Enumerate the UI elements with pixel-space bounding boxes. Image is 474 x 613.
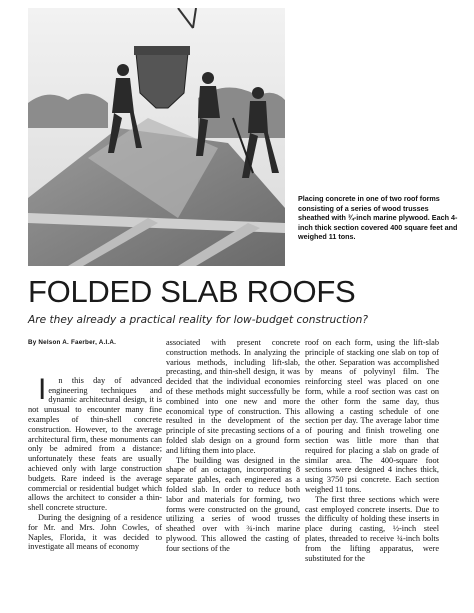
paragraph: associated with present concrete construction methods. In analyzing the various methods, including lift-slab, precasting, and thin-shell design, it was decided that the individual economies of these methods might successfully be combined into one new and more economical type of construction. This resulted in the development of the principle of site precasting sections of a folded slab design on a ground form and lifting them into place. bbox=[166, 338, 300, 455]
drop-cap: I bbox=[38, 372, 47, 406]
paragraph: The building was designed in the shape of an octagon, incorporating 8 separate gables, each engineered as a folded slab. In order to reduce both labor and materials for forming, two forms were constructed on the ground, utilizing a series of wood trusses sheathed over with ¾-inch marine plywood. This allowed the casting of four sections of the bbox=[166, 455, 300, 553]
concrete-pour-photo bbox=[28, 8, 285, 266]
text-column-1 bbox=[28, 338, 162, 552]
paragraph: roof on each form, using the lift-slab principle of stacking one slab on top of the other. Separation was accomplished by means of polyvinyl film. The reinforcing steel was placed on one form, while a roof section was cast on the other form the same day, thus allowing a casting schedule of one section per day. The average labor time of pouring and finish troweling one section was little more than that required for placing a slab on grade of similar area. The 400-square foot sections were designed 4 inches thick, using 3750 psi concrete. Each section weighed 11 tons. bbox=[305, 338, 439, 494]
paragraph: During the designing of a residence for Mr. and Mrs. John Cowles, of Naples, Florida, it was decided to investigate all means of economy bbox=[28, 512, 162, 552]
photo-caption: Placing concrete in one of two roof forms consisting of a series of wood trusses sheathed with ¾-inch marine plywood. Each 4-inch thick section covered 400 square feet and weighed 11 tons. bbox=[298, 194, 458, 242]
byline: By Nelson A. Faerber, A.I.A. bbox=[28, 339, 117, 346]
paragraph bbox=[28, 372, 162, 513]
paragraph: The first three sections which were cast employed concrete inserts. Due to the difficulty of holding these inserts in place during casting, ½-inch steel plates, threaded to receive ¾-inch bolts from the lifting apparatus, were substituted for the bbox=[305, 494, 439, 563]
paragraph-text: n this day of advanced engineering techniques and dynamic architectural design, it is not unusual to encounter many fine examples of thin-shell concrete construction. However, to the average architectural firm, these monuments can only be admired from a distance; unfortunately these feats are usually achieved only with large construction budgets. Rare indeed is the average commercial or residential budget which allows the architect to consider a thin-shell concrete structure. bbox=[28, 375, 162, 513]
article-title: FOLDED SLAB ROOFS bbox=[28, 274, 356, 309]
article-subtitle: Are they already a practical reality for low-budget construction? bbox=[28, 314, 368, 326]
text-column-2 bbox=[166, 338, 300, 554]
text-column-3 bbox=[305, 338, 439, 563]
